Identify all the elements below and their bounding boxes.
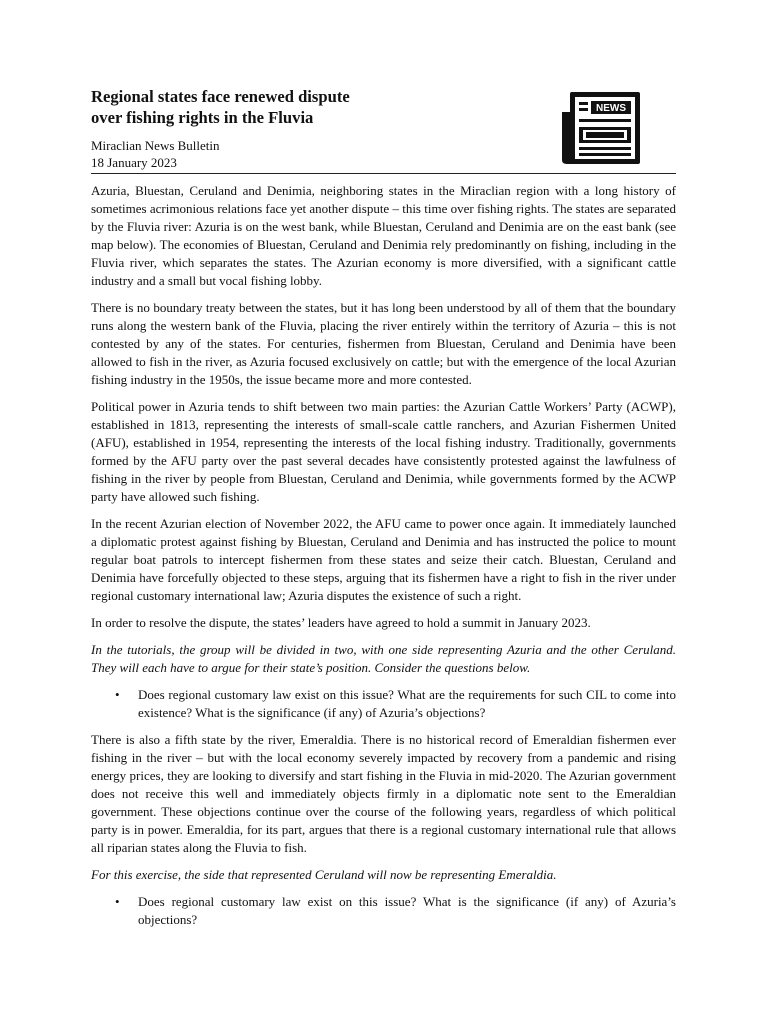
paragraph-7: There is also a fifth state by the river, Emeraldia. There is no historical record of Emeraldian fishermen ever fishing in the river – but with the local economy severely impacted by recovery from a pandemic and rising energy prices, they are looking to diversify and start fishing in the Fluvia in mid-2020. The Azurian government does not receive this well and immediately objects firmly in a diplomatic note sent to the Emeraldian government. These objections continue over the course of the following years, regardless of which political party is in power. Emeraldia, for its part, argues that there is a regional customary international rule that allows all riparian states along the Fluvia to fish. <box>91 732 676 855</box>
source-label: Miraclian News Bulletin <box>91 138 220 153</box>
paragraph-4: In the recent Azurian election of November 2022, the AFU came to power once again. It immediately launched a diplomatic protest against fishing by Bluestan, Ceruland and Denimia and has instructed the police to mount regular boat patrols to intercept fishermen from these states and seize their catch. Bluestan, Ceruland and Denimia have forcefully objected to these steps, arguing that its fishermen have a right to fish in the river under regional customary international law; Azuria disputes the existence of such a right. <box>91 516 676 603</box>
news-icon-text: NEWS <box>596 103 626 114</box>
article-meta <box>91 137 220 171</box>
bullet-glyph: • <box>115 687 120 702</box>
paragraph-3: Political power in Azuria tends to shift between two main parties: the Azurian Cattle Workers’ Party (ACWP), established in 1813, representing the interests of small-scale cattle ranchers, and Azurian Fishermen United (AFU), established in 1954, representing the interests of the local fishing industry. Traditionally, governments formed by the AFU party over the past several decades have consistently protested against the lawfulness of fishing in the river by people from Bluestan, Ceruland and Denimia, while governments formed by the ACWP party have allowed such fishing. <box>91 399 676 504</box>
instruction-paragraph-2: For this exercise, the side that represented Ceruland will now be representing Emeraldia. <box>91 867 557 882</box>
bullet-glyph: • <box>115 894 120 909</box>
question-list-2 <box>91 893 676 929</box>
question-text-1: Does regional customary law exist on this issue? What are the requirements for such CIL to come into existence? What is the significance (if any) of Azuria’s objections? <box>138 687 676 720</box>
article-header <box>91 86 676 173</box>
article-title <box>91 86 471 128</box>
question-item-1 <box>91 686 676 722</box>
question-text-2: Does regional customary law exist on this issue? What is the significance (if any) of Azuria’s objections? <box>138 894 676 927</box>
paragraph-5: In order to resolve the dispute, the states’ leaders have agreed to hold a summit in January 2023. <box>91 615 591 630</box>
title-line-2: over fishing rights in the Fluvia <box>91 108 314 127</box>
title-line-1: Regional states face renewed dispute <box>91 87 350 106</box>
paragraph-1: Azuria, Bluestan, Ceruland and Denimia, neighboring states in the Miraclian region with a long history of sometimes acrimonious relations face yet another dispute – this time over fishing rights. The states are separated by the Fluvia river: Azuria is on the west bank, while Bluestan, Ceruland and Denimia are on the east bank (see map below). The economies of Bluestan, Ceruland and Denimia rely predominantly on fishing, including in the Fluvia river, which separates the states. The Azurian economy is more diversified, with a significant cattle industry and a small but vocal fishing lobby. <box>91 183 676 288</box>
article-body <box>91 182 676 938</box>
header-divider <box>91 173 676 174</box>
question-list-1 <box>91 686 676 722</box>
question-item-2 <box>91 893 676 929</box>
paragraph-2: There is no boundary treaty between the states, but it has long been understood by all of them that the boundary runs along the western bank of the Fluvia, placing the river entirely within the territory of Azuria – this is not contested by any of the states. For centuries, fishermen from Bluestan, Ceruland and Denimia have been allowed to fish in the river, as Azuria focused exclusively on cattle; but with the emergence of the local Azurian fishing industry in the 1950s, the issue became more and more contested. <box>91 300 676 387</box>
instruction-paragraph-1: In the tutorials, the group will be divided in two, with one side representing Azuria and the other Ceruland. They will each have to argue for their state’s position. Consider the questions below. <box>91 642 676 675</box>
newspaper-icon <box>558 90 643 166</box>
date-label: 18 January 2023 <box>91 155 177 170</box>
